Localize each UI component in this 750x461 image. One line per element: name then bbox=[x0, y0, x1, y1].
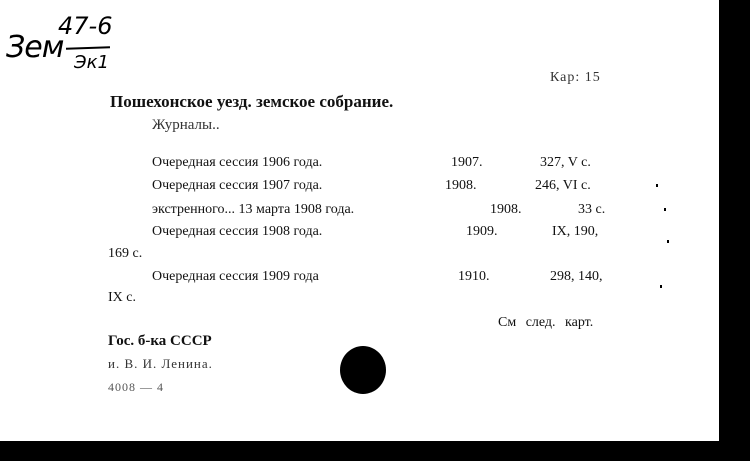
handwritten-number: 47-6 bbox=[58, 12, 113, 40]
entry-description: Очередная сессия 1907 года. bbox=[152, 178, 323, 193]
entry-pages: IX, 190, bbox=[552, 224, 599, 239]
scan-speck bbox=[660, 285, 662, 288]
print-code: 4008 — 4 bbox=[108, 380, 164, 394]
entry-year: 1907. bbox=[451, 155, 483, 170]
see-next-card-note: См след. карт. bbox=[498, 315, 594, 330]
card-heading: Пошехонское уезд. земское собрание. bbox=[110, 92, 394, 111]
entry-pages: 298, 140, bbox=[550, 269, 603, 284]
scan-speck bbox=[656, 184, 658, 187]
library-name: и. В. И. Ленина. bbox=[108, 356, 213, 371]
entry-description: Очередная сессия 1909 года bbox=[152, 269, 319, 284]
entry-year: 1908. bbox=[490, 202, 522, 217]
handwritten-shelfmark: Зем bbox=[6, 30, 64, 65]
handwritten-subcode: Эк1 bbox=[74, 52, 109, 73]
card-subheading: Журналы.. bbox=[152, 117, 220, 133]
handwritten-fraction-line bbox=[66, 46, 110, 50]
entry-pages: 33 с. bbox=[578, 202, 606, 217]
entry-continuation: IX с. bbox=[108, 290, 136, 305]
library-stamp: Гос. б-ка СССР bbox=[108, 333, 212, 349]
entry-year: 1910. bbox=[458, 269, 490, 284]
entry-description: Очередная сессия 1908 года. bbox=[152, 224, 323, 239]
entry-description: экстренного... 13 марта 1908 года. bbox=[152, 202, 355, 217]
entry-pages: 327, V с. bbox=[540, 155, 591, 170]
entry-year: 1909. bbox=[466, 224, 498, 239]
entry-year: 1908. bbox=[445, 178, 477, 193]
scan-speck bbox=[664, 208, 666, 211]
card-number: Кар: 15 bbox=[550, 70, 601, 85]
entry-continuation: 169 с. bbox=[108, 246, 143, 261]
entry-description: Очередная сессия 1906 года. bbox=[152, 155, 323, 170]
scan-speck bbox=[667, 240, 669, 243]
card-punch-hole bbox=[340, 346, 386, 394]
entry-pages: 246, VI с. bbox=[535, 178, 591, 193]
